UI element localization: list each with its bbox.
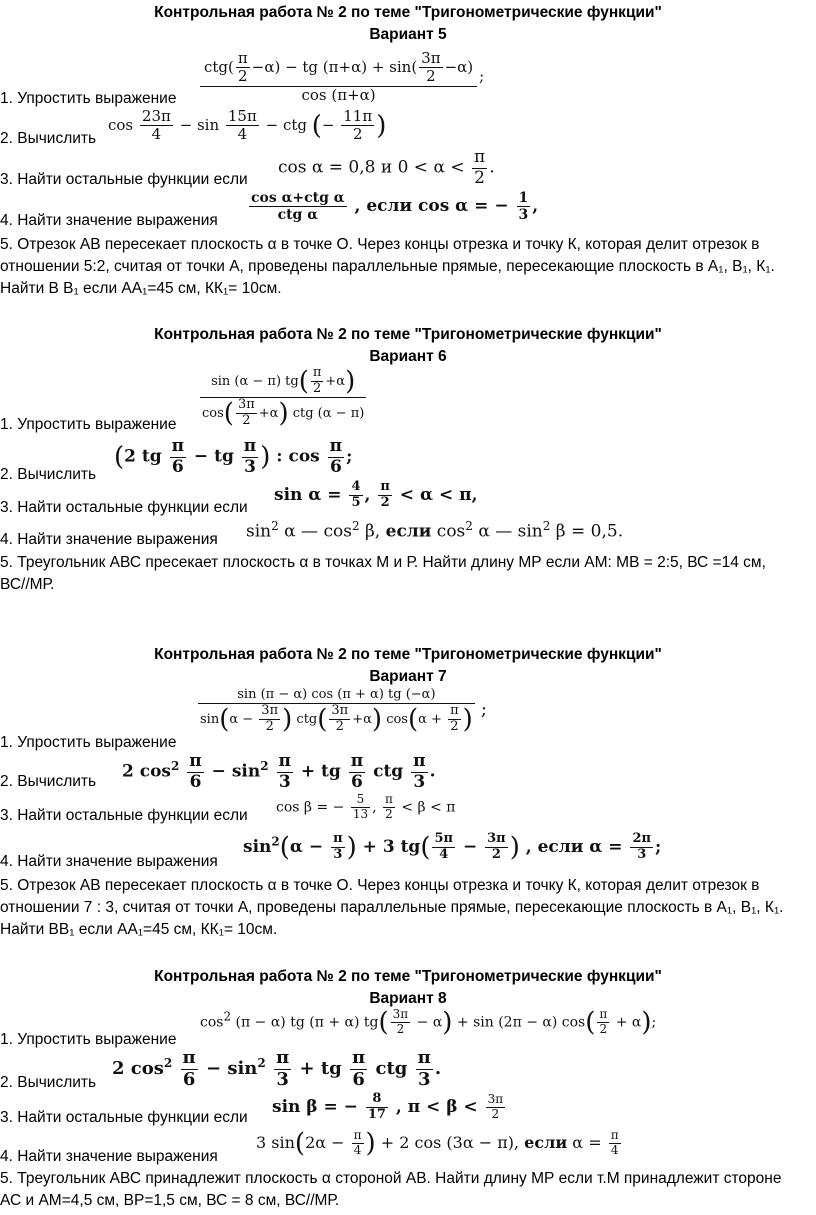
v5-title: Контрольная работа № 2 по теме "Тригонометрические функции" [154, 4, 662, 21]
v5-q2-label: 2. Вычислить [0, 130, 97, 147]
v6-q1-label: 1. Упростить выражение [0, 416, 177, 433]
v7-q2-label: 2. Вычислить [0, 773, 97, 790]
v7-q1-formula: sin (π − α) cos (π + α) tg (−α) sin(α − $\frac{3\pi}{2}$ ) ctg( $\frac{3\pi}{2}$ +α) cos(α + $\frac{\pi}{2}$ ) ; [200, 687, 487, 735]
v6-q4-formula: $\sin^2 \alpha$ — $\cos^2 \beta$, если $\cos^2 \alpha$ — $\sin^2 \beta = 0,5$. [246, 519, 624, 542]
v5-q1-formula: ctg( $\frac{\pi}{2}$ −α) − tg (π+α) + sin( $\frac{3\pi}{2}$ −α) cos (π+α) ; [198, 50, 484, 104]
v7-q1-label: 1. Упростить выражение [0, 734, 177, 751]
v8-q5-text: 5. Треугольник АВС принадлежит плоскость α стороной АВ. Найти длину МР если т.М принадлежит стороне АС и АМ=4,5 см, ВР=1,5 см, ВС = 8 см, ВС//МР. [0, 1170, 782, 1209]
v8-q4-formula: 3 sin(2α − $\frac{\pi}{4}$ ) + 2 cos (3α − π), если α = $\frac{\pi}{4}$ [256, 1128, 619, 1159]
v8-title: Контрольная работа № 2 по теме "Тригонометрические функции" [154, 968, 662, 985]
v7-q4-formula: $\sin^2(\alpha$ − $\frac{\pi}{3}$ ) + 3 tg( $\frac{5\pi}{4}$ − $\frac{3\pi}{2}$ ) , если α = $\frac{2\pi}{3}$ ; [243, 831, 662, 863]
v6-q2-formula: (2 tg $\frac{\pi}{6}$ − tg $\frac{\pi}{3}$ ) : cos $\frac{\pi}{6}$ ; [114, 436, 353, 477]
v7-q3-formula: cos β = − $\frac{5}{13}$ , $\frac{\pi}{2}$ < β < π [276, 792, 456, 821]
v6-q1-formula: sin (α − π) tg( $\frac{\pi}{2}$ +α) cos( $\frac{3\pi}{2}$ +α) ctg (α − π) [202, 365, 365, 429]
v6-q2-label: 2. Вычислить [0, 466, 97, 483]
v5-variant: Вариант 5 [369, 26, 447, 43]
v8-q3-label: 3. Найти остальные функции если [0, 1109, 248, 1126]
v7-q3-label: 3. Найти остальные функции если [0, 807, 248, 824]
v5-q2-formula: cos $\frac{23\pi}{4}$ − sin $\frac{15\pi}{4}$ − ctg (− $\frac{11\pi}{2}$ ) [108, 107, 387, 144]
v5-q5-text: 5. Отрезок АВ пересекает плоскость α в точке О. Через концы отрезка и точку К, которая делит отрезок в отношении 5:2, считая от точки А, проведены параллельные прямые, пересекающие плоскость в А₁, В₁, К₁. Найти В В₁ если АА₁=45 см, КК₁= 10см. [0, 236, 775, 297]
v6-variant: Вариант 6 [369, 348, 447, 365]
v5-q4-label: 4. Найти значение выражения [0, 212, 218, 229]
v8-q2-formula: 2 $\cos^2$ $\frac{\pi}{6}$ − $\sin^2$ $\frac{\pi}{3}$ + tg $\frac{\pi}{6}$ ctg $\frac{\pi}{3}$ . [112, 1047, 442, 1090]
v5-q4-formula: $\frac{\text{cos α+ctg α}}{\text{ctg α}}$ , если cos α = − $\frac{1}{3}$ , [251, 190, 539, 224]
v6-title: Контрольная работа № 2 по теме "Тригонометрические функции" [154, 326, 662, 343]
v7-q2-formula: 2 $\cos^2$ $\frac{\pi}{6}$ − $\sin^2$ $\frac{\pi}{3}$ + tg $\frac{\pi}{6}$ ctg $\frac{\pi}{3}$ . [122, 751, 436, 792]
v8-variant: Вариант 8 [369, 990, 447, 1007]
v7-title: Контрольная работа № 2 по теме "Тригонометрические функции" [154, 646, 662, 663]
v5-q1-label: 1. Упростить выражение [0, 90, 177, 107]
v8-q3-formula: sin β = − $\frac{8}{17}$ , π < β < $\frac{3\pi}{2}$ [272, 1091, 504, 1122]
v5-q3-formula: cos α = 0,8 и 0 < α < $\frac{\pi}{2}$ . [278, 147, 495, 188]
v5-q3-label: 3. Найти остальные функции если [0, 171, 248, 188]
v6-q5-text: 5. Треугольник АВС пресекает плоскость α в точках М и Р. Найти длину МР если АМ: МВ = 2:5, ВС =14 см, ВС//МР. [0, 554, 766, 593]
v7-q5-text: 5. Отрезок АВ пересекает плоскость α в точке О. Через концы отрезка и точку К, которая делит отрезок в отношении 7 : 3, считая от точки А, проведены параллельные прямые, пересекающие плоскость в А₁, В₁, К₁. Найти ВВ₁ если АА₁=45 см, КК₁= 10см. [0, 877, 784, 938]
v7-q4-label: 4. Найти значение выражения [0, 853, 218, 870]
v6-q4-label: 4. Найти значение выражения [0, 531, 218, 548]
v6-q3-formula: sin α = $\frac{4}{5}$ , $\frac{\pi}{2}$ < α < π, [274, 479, 478, 510]
v8-q4-label: 4. Найти значение выражения [0, 1148, 218, 1165]
v8-q2-label: 2. Вычислить [0, 1074, 97, 1091]
v7-variant: Вариант 7 [369, 668, 447, 685]
v8-q1-formula: $\cos^2 (\pi - \alpha)$ tg (π + α) tg( $\frac{3\pi}{2}$ − α) + sin (2π − α) cos( $\frac{\pi}{2}$ + α); [200, 1007, 657, 1038]
v6-q3-label: 3. Найти остальные функции если [0, 499, 248, 516]
v8-q1-label: 1. Упростить выражение [0, 1031, 177, 1048]
